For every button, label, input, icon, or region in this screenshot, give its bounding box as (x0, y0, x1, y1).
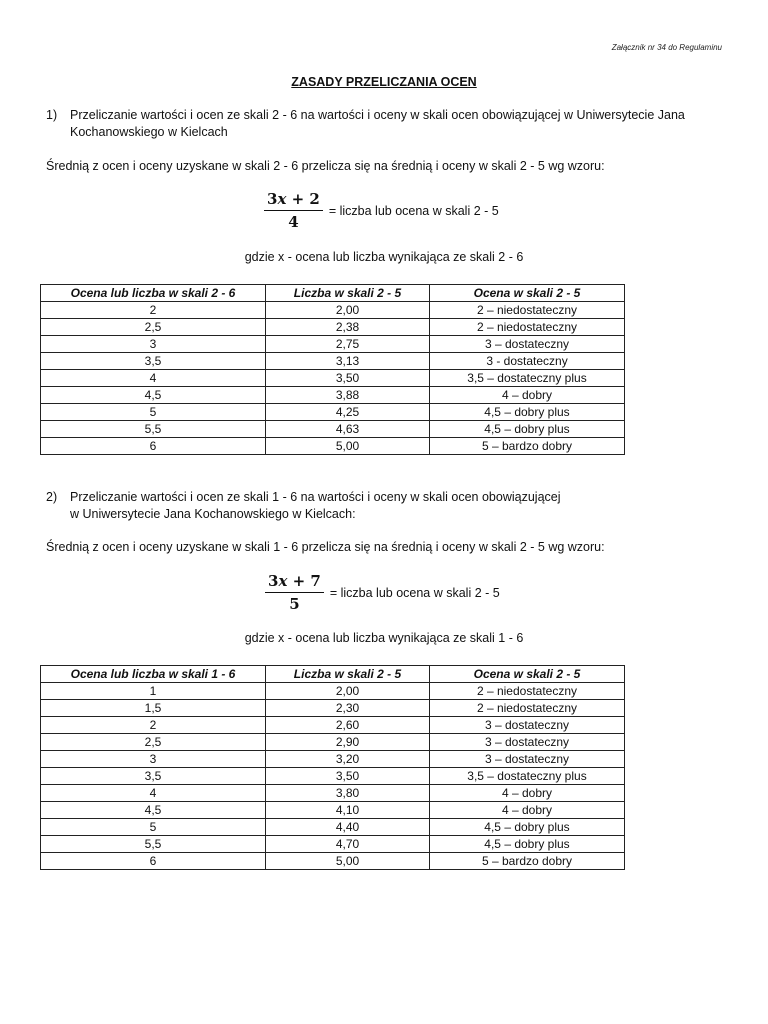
table-row (41, 387, 625, 404)
table-cell: 1 (41, 683, 266, 700)
table-cell: 2 – niedostateczny (430, 319, 625, 336)
table-row (41, 717, 625, 734)
table-cell: 6 (41, 438, 266, 455)
section-1-table (40, 284, 625, 455)
table-row (41, 836, 625, 853)
table-cell: 4 (41, 785, 266, 802)
section-2-formula (265, 572, 500, 613)
table-cell: 4,5 – dobry plus (430, 421, 625, 438)
table-cell: 2,38 (266, 319, 430, 336)
table-cell: 2 – niedostateczny (430, 700, 625, 717)
section-1-numerator: 3x + 2 (264, 190, 323, 211)
table-row (41, 802, 625, 819)
table-cell: 3 - dostateczny (430, 353, 625, 370)
table-row (41, 404, 625, 421)
table-cell: 3,20 (266, 751, 430, 768)
table-cell: 5 (41, 404, 266, 421)
table-cell: 4,40 (266, 819, 430, 836)
section-2-intro: Średnią z ocen i oceny uzyskane w skali 1 - 6 przelicza się na średnią i oceny w skali 2 - 5 wg wzoru: (46, 540, 605, 554)
table-row (41, 768, 625, 785)
section-2-formula-result: = liczba lub ocena w skali 2 - 5 (329, 585, 500, 600)
table-row (41, 683, 625, 700)
table-row (41, 751, 625, 768)
section-1-formula-result: = liczba lub ocena w skali 2 - 5 (328, 203, 499, 218)
table-cell: 2,90 (266, 734, 430, 751)
table-row (41, 421, 625, 438)
section-2-fraction (265, 572, 324, 613)
table-row (41, 370, 625, 387)
table-cell: 3,5 (41, 768, 266, 785)
table-header-cell: Ocena lub liczba w skali 2 - 6 (41, 285, 266, 302)
table-cell: 4,70 (266, 836, 430, 853)
table-row (41, 336, 625, 353)
section-1-where: gdzie x - ocena lub liczba wynikająca ze skali 2 - 6 (244, 250, 524, 264)
table-cell: 3,50 (266, 768, 430, 785)
table-row (41, 853, 625, 870)
table-header-cell: Ocena lub liczba w skali 1 - 6 (41, 666, 266, 683)
table-cell: 5 – bardzo dobry (430, 438, 625, 455)
table-cell: 2 (41, 302, 266, 319)
table-cell: 2,75 (266, 336, 430, 353)
table-cell: 3,50 (266, 370, 430, 387)
table-cell: 3,5 – dostateczny plus (430, 768, 625, 785)
table-row (41, 302, 625, 319)
table-cell: 3,80 (266, 785, 430, 802)
section-2-numerator: 3x + 7 (265, 572, 324, 593)
table-cell: 4,5 – dobry plus (430, 404, 625, 421)
table-header-row (41, 285, 625, 302)
table-cell: 5,00 (266, 438, 430, 455)
table-cell: 5,00 (266, 853, 430, 870)
table-cell: 2 – niedostateczny (430, 683, 625, 700)
table-cell: 4 – dobry (430, 785, 625, 802)
table-cell: 4,25 (266, 404, 430, 421)
section-2-table (40, 665, 625, 870)
table-row (41, 700, 625, 717)
table-row (41, 353, 625, 370)
table-cell: 5 – bardzo dobry (430, 853, 625, 870)
table-cell: 6 (41, 853, 266, 870)
table-header-cell: Liczba w skali 2 - 5 (266, 666, 430, 683)
table-cell: 4 – dobry (430, 802, 625, 819)
section-2-heading-text: Przeliczanie wartości i ocen ze skali 1 - 6 na wartości i oceny w skali ocen obowiązującej w Uniwersytecie Jana Kochanowskiego w Kielcach: (70, 490, 561, 521)
table-cell: 2,5 (41, 319, 266, 336)
table-cell: 3,88 (266, 387, 430, 404)
table-cell: 3 – dostateczny (430, 717, 625, 734)
table-header-cell: Ocena w skali 2 - 5 (430, 666, 625, 683)
table-cell: 4 – dobry (430, 387, 625, 404)
table-cell: 4,10 (266, 802, 430, 819)
annex-note: Załącznik nr 34 do Regulaminu (611, 43, 722, 52)
table-cell: 3 – dostateczny (430, 734, 625, 751)
table-cell: 3 – dostateczny (430, 336, 625, 353)
section-2-denominator: 5 (289, 595, 300, 613)
document-title: ZASADY PRZELICZANIA OCEN (291, 75, 477, 89)
table-cell: 2,00 (266, 683, 430, 700)
table-cell: 3,13 (266, 353, 430, 370)
table-cell: 4,5 (41, 802, 266, 819)
table-cell: 3,5 – dostateczny plus (430, 370, 625, 387)
section-2-number: 2) (46, 490, 58, 504)
table-cell: 2,30 (266, 700, 430, 717)
table-cell: 3,5 (41, 353, 266, 370)
section-1-intro: Średnią z ocen i oceny uzyskane w skali 2 - 6 przelicza się na średnią i oceny w skali 2 - 5 wg wzoru: (46, 159, 605, 173)
table-cell: 4,63 (266, 421, 430, 438)
table-row (41, 438, 625, 455)
section-2-where: gdzie x - ocena lub liczba wynikająca ze skali 1 - 6 (244, 631, 524, 645)
table-cell: 2,5 (41, 734, 266, 751)
table-row (41, 319, 625, 336)
table-cell: 5 (41, 819, 266, 836)
table-cell: 1,5 (41, 700, 266, 717)
table-cell: 5,5 (41, 836, 266, 853)
table-cell: 4,5 – dobry plus (430, 836, 625, 853)
table-cell: 3 (41, 336, 266, 353)
section-2-heading (46, 489, 736, 523)
table-cell: 3 (41, 751, 266, 768)
table-row (41, 785, 625, 802)
table-cell: 2,00 (266, 302, 430, 319)
table-row (41, 819, 625, 836)
section-1-heading-text: Przeliczanie wartości i ocen ze skali 2 - 6 na wartości i oceny w skali ocen obowiązującej w Uniwersytecie Jana Kochanowskiego w Kielcach (70, 108, 685, 139)
table-cell: 2,60 (266, 717, 430, 734)
section-1-formula (264, 190, 499, 231)
table-cell: 5,5 (41, 421, 266, 438)
table-header-row (41, 666, 625, 683)
table-cell: 4,5 (41, 387, 266, 404)
table-cell: 3 – dostateczny (430, 751, 625, 768)
table-row (41, 734, 625, 751)
section-1-fraction (264, 190, 323, 231)
table-cell: 2 – niedostateczny (430, 302, 625, 319)
table-cell: 4 (41, 370, 266, 387)
table-cell: 2 (41, 717, 266, 734)
section-1-heading (46, 107, 736, 141)
section-1-denominator: 4 (288, 213, 299, 231)
table-header-cell: Liczba w skali 2 - 5 (266, 285, 430, 302)
table-header-cell: Ocena w skali 2 - 5 (430, 285, 625, 302)
section-1-number: 1) (46, 108, 58, 122)
table-cell: 4,5 – dobry plus (430, 819, 625, 836)
